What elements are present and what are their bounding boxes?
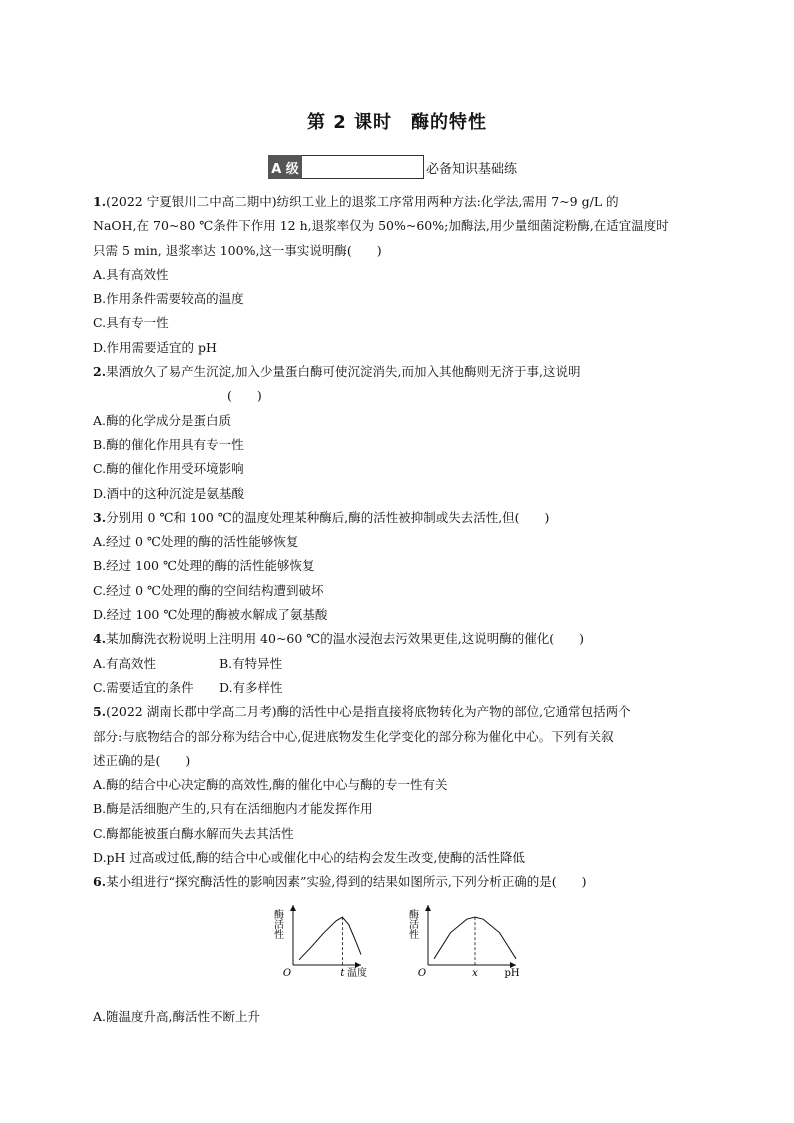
- question-6-line-1: [93, 870, 705, 894]
- question-number: 5.: [93, 704, 107, 720]
- option: D.pH 过高或过低,酶的结合中心或催化中心的结构会发生改变,使酶的活性降低: [93, 850, 525, 866]
- option: C.酶都能被蛋白酶水解而失去其活性: [93, 825, 294, 841]
- question-text: 某加酶洗衣粉说明上注明用 40~60 ℃的温水浸泡去污效果更佳,这说明酶的催化( ): [106, 631, 585, 647]
- question-4-line-1: [93, 627, 705, 651]
- option: A.酶的结合中心决定酶的高效性,酶的催化中心与酶的专一性有关: [93, 777, 448, 793]
- question-text: 果酒放久了易产生沉淀,加入少量蛋白酶可使沉淀消失,而加入其他酶则无济于事,这说明: [106, 364, 581, 380]
- question-number: 1.: [93, 194, 107, 209]
- option: D.有多样性: [219, 679, 283, 695]
- option: C.酶的催化作用受环境影响: [93, 461, 244, 477]
- level-text: 必备知识基础练: [426, 162, 518, 177]
- option: A.有高效性: [93, 655, 157, 671]
- y-axis-label: 酶活性: [406, 908, 418, 939]
- option: D.作用需要适宜的 pH: [93, 339, 217, 355]
- question-5-line-3: 述正确的是( ): [93, 752, 191, 768]
- question-text: (2022 湖南长郡中学高二月考)酶的活性中心是指直接将底物转化为产物的部位,它通常包括两个: [106, 704, 631, 720]
- option: A.具有高效性: [93, 266, 169, 282]
- option: D.经过 100 ℃处理的酶被水解成了氨基酸: [93, 607, 328, 623]
- page-title: 第 2 课时 酶的特性: [306, 112, 488, 133]
- question-5-line-2: 部分:与底物结合的部分称为结合中心,促进底物发生化学变化的部分称为催化中心。下列有关叙: [93, 728, 614, 744]
- question-number: 4.: [93, 631, 107, 647]
- question-number: 2.: [93, 364, 107, 380]
- question-text: 分别用 0 ℃和 100 ℃的温度处理某种酶后,酶的活性被抑制或失去活性,但( ): [106, 509, 550, 525]
- level-box: [302, 155, 424, 179]
- y-axis-label: 酶活性: [271, 908, 283, 939]
- option: B.有特异性: [219, 655, 283, 671]
- activity-curve: [299, 917, 361, 960]
- chart-temperature: [271, 899, 381, 983]
- chart-ph: [406, 899, 536, 983]
- option: B.经过 100 ℃处理的酶的活性能够恢复: [93, 558, 315, 574]
- question-list: [93, 190, 705, 1029]
- option: D.酒中的这种沉淀是氨基酸: [93, 485, 245, 501]
- y-axis-arrow: [425, 905, 431, 911]
- question-2-line-1: [93, 360, 705, 384]
- option: B.作用条件需要较高的温度: [93, 291, 244, 307]
- peak-label: t: [340, 967, 345, 979]
- answer-blank: ( ): [227, 388, 262, 404]
- option: C.具有专一性: [93, 315, 169, 331]
- option: B.酶的催化作用具有专一性: [93, 436, 244, 452]
- question-3-line-1: [93, 506, 705, 530]
- option-row: [93, 652, 705, 676]
- question-text: 某小组进行“探究酶活性的影响因素”实验,得到的结果如图所示,下列分析正确的是( ): [106, 874, 587, 890]
- level-header: [268, 153, 517, 179]
- option: A.经过 0 ℃处理的酶的活性能够恢复: [93, 534, 299, 550]
- question-1-line-3: 只需 5 min, 退浆率达 100%,这一事实说明酶( ): [93, 242, 382, 258]
- y-axis-arrow: [290, 905, 296, 911]
- question-number: 6.: [93, 874, 107, 890]
- x-axis-label: pH: [504, 967, 520, 979]
- option: C.经过 0 ℃处理的酶的空间结构遭到破坏: [93, 582, 324, 598]
- origin-label: O: [417, 967, 427, 979]
- x-axis-label: 温度: [347, 967, 367, 979]
- option-row: [93, 676, 705, 700]
- option: C.需要适宜的条件: [93, 679, 194, 695]
- question-text: (2022 宁夏银川二中高二期中)纺织工业上的退浆工序常用两种方法:化学法,需用 7~9 g/L 的: [106, 194, 619, 209]
- option: B.酶是活细胞产生的,只有在活细胞内才能发挥作用: [93, 801, 373, 817]
- option: A.随温度升高,酶活性不断上升: [93, 1008, 260, 1024]
- question-5-line-1: [93, 700, 705, 724]
- question-1-line-2: NaOH,在 70~80 ℃条件下作用 12 h,退浆率仅为 50%~60%;加酶法,用少量细菌淀粉酶,在适宜温度时: [93, 218, 669, 234]
- level-badge: A 级: [268, 155, 302, 179]
- question-number: 3.: [93, 509, 107, 525]
- option: A.酶的化学成分是蛋白质: [93, 412, 232, 428]
- origin-label: O: [282, 967, 292, 979]
- peak-label: x: [472, 967, 478, 979]
- question-1-line-1: [93, 190, 705, 214]
- figure: [93, 895, 705, 1005]
